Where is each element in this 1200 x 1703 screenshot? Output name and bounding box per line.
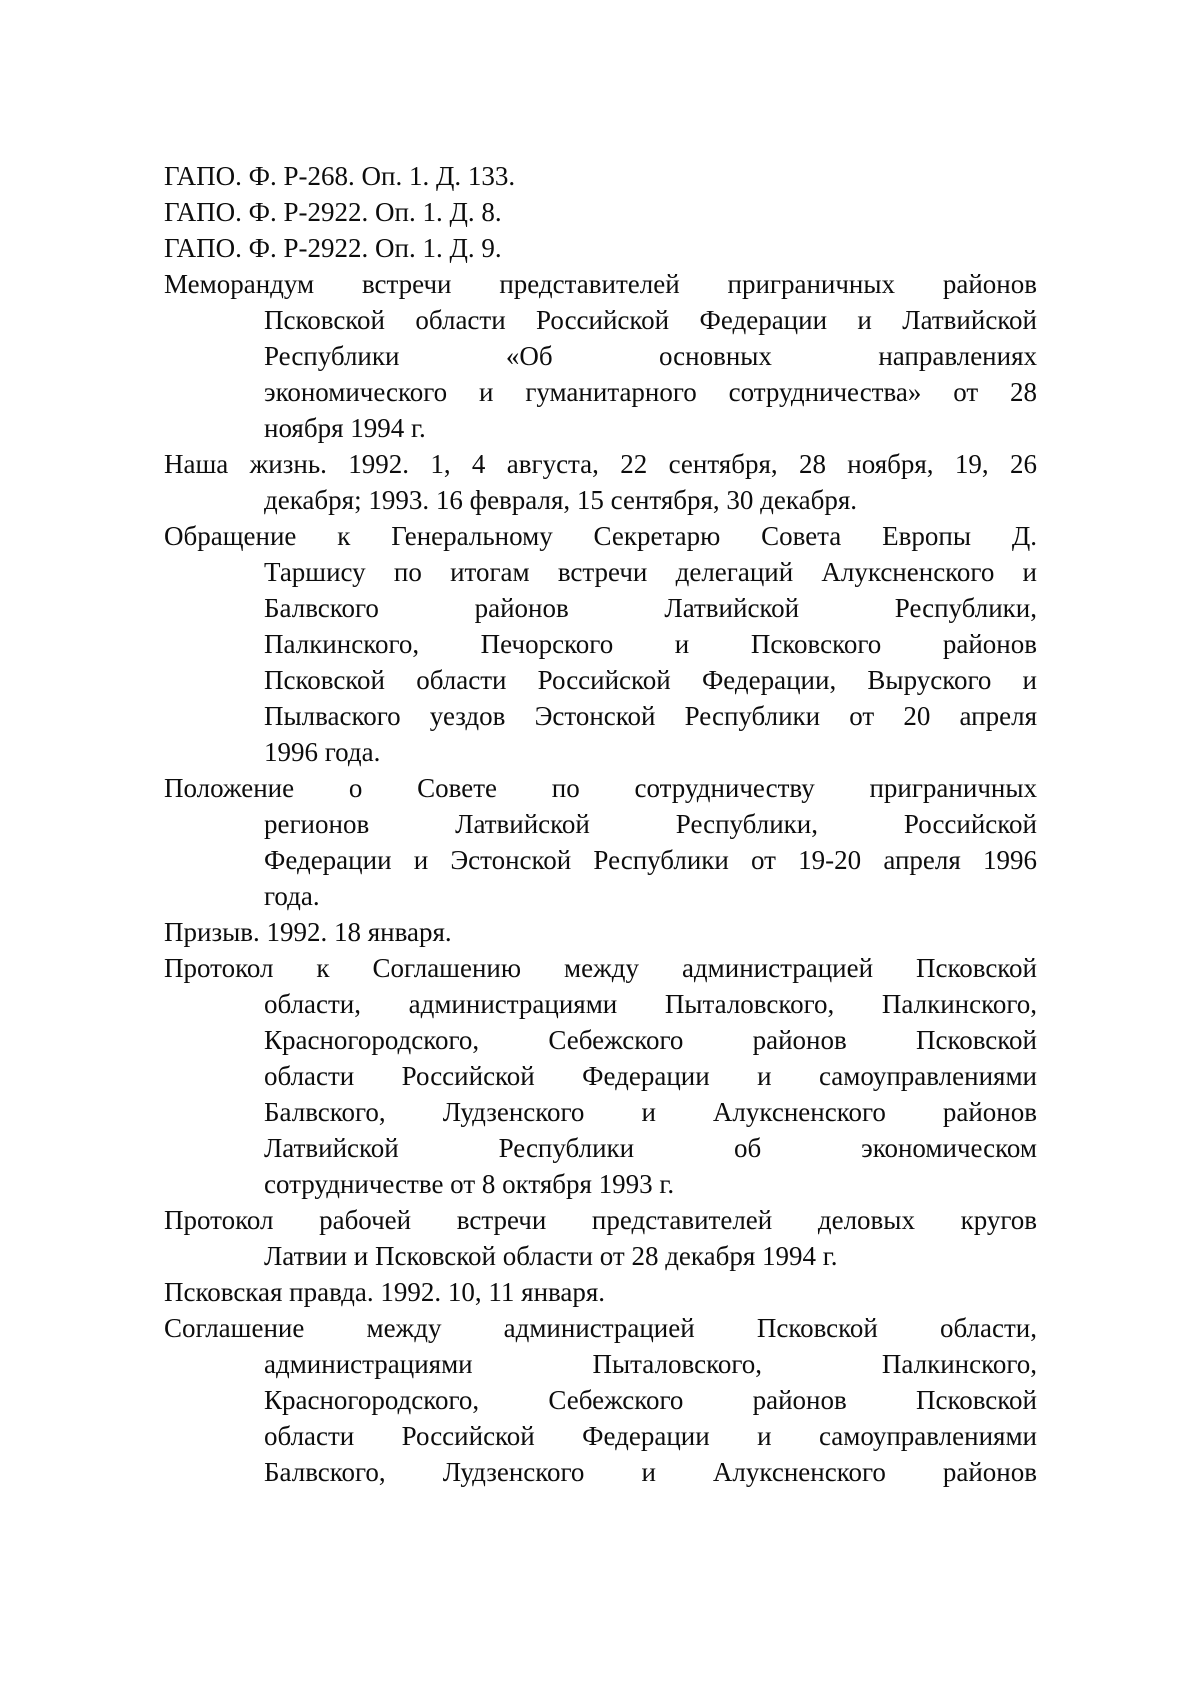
bibliography-line: администрациями Пыталовского, Палкинского, bbox=[264, 1349, 1037, 1379]
bibliography-entry bbox=[164, 1310, 1037, 1490]
bibliography-line: Псковской области Российской Федерации и Латвийской bbox=[264, 305, 1037, 335]
bibliography-line: Протокол к Соглашению между администрацией Псковской bbox=[164, 953, 1037, 983]
bibliography-line: Меморандум встречи представителей приграничных районов bbox=[164, 269, 1037, 299]
bibliography-line: Балвского, Лудзенского и Алуксненского районов bbox=[264, 1457, 1037, 1487]
bibliography-entry bbox=[164, 1202, 1037, 1274]
bibliography-line: Балвского, Лудзенского и Алуксненского районов bbox=[264, 1097, 1037, 1127]
bibliography-line: сотрудничестве от 8 октября 1993 г. bbox=[264, 1169, 675, 1199]
bibliography-line: области Российской Федерации и самоуправлениями bbox=[264, 1421, 1037, 1451]
bibliography-line: ноября 1994 г. bbox=[264, 413, 426, 443]
bibliography-line: ГАПО. Ф. Р-268. Оп. 1. Д. 133. bbox=[164, 161, 516, 191]
bibliography-entry bbox=[164, 446, 1037, 518]
bibliography-line: ГАПО. Ф. Р-2922. Оп. 1. Д. 9. bbox=[164, 233, 502, 263]
bibliography-line: Латвийской Республики об экономическом bbox=[264, 1133, 1037, 1163]
bibliography-line: года. bbox=[264, 881, 320, 911]
bibliography-list bbox=[164, 158, 1037, 1490]
bibliography-line: ГАПО. Ф. Р-2922. Оп. 1. Д. 8. bbox=[164, 197, 502, 227]
bibliography-line: Соглашение между администрацией Псковской области, bbox=[164, 1313, 1037, 1343]
bibliography-entry bbox=[164, 1274, 1037, 1310]
bibliography-line: Положение о Совете по сотрудничеству приграничных bbox=[164, 773, 1037, 803]
bibliography-entry bbox=[164, 194, 1037, 230]
bibliography-line: области, администрациями Пыталовского, Палкинского, bbox=[264, 989, 1037, 1019]
bibliography-line: экономического и гуманитарного сотрудничества» от 28 bbox=[264, 377, 1037, 407]
bibliography-line: области Российской Федерации и самоуправлениями bbox=[264, 1061, 1037, 1091]
bibliography-entry bbox=[164, 158, 1037, 194]
bibliography-line: Федерации и Эстонской Республики от 19-20 апреля 1996 bbox=[264, 845, 1037, 875]
bibliography-entry bbox=[164, 914, 1037, 950]
bibliography-line: Пылваского уездов Эстонской Республики от 20 апреля bbox=[264, 701, 1037, 731]
bibliography-line: Псковской области Российской Федерации, Выруского и bbox=[264, 665, 1037, 695]
bibliography-entry bbox=[164, 266, 1037, 446]
bibliography-line: 1996 года. bbox=[264, 737, 381, 767]
bibliography-entry bbox=[164, 518, 1037, 770]
bibliography-line: Балвского районов Латвийской Республики, bbox=[264, 593, 1037, 623]
bibliography-line: регионов Латвийской Республики, Российской bbox=[264, 809, 1037, 839]
bibliography-entry bbox=[164, 950, 1037, 1202]
bibliography-line: Таршису по итогам встречи делегаций Алуксненского и bbox=[264, 557, 1037, 587]
bibliography-line: Республики «Об основных направлениях bbox=[264, 341, 1037, 371]
bibliography-entry bbox=[164, 770, 1037, 914]
bibliography-line: Красногородского, Себежского районов Псковской bbox=[264, 1025, 1037, 1055]
bibliography-line: Призыв. 1992. 18 января. bbox=[164, 917, 452, 947]
bibliography-line: декабря; 1993. 16 февраля, 15 сентября, 30 декабря. bbox=[264, 485, 857, 515]
bibliography-line: Красногородского, Себежского районов Псковской bbox=[264, 1385, 1037, 1415]
bibliography-line: Протокол рабочей встречи представителей деловых кругов bbox=[164, 1205, 1037, 1235]
bibliography-line: Латвии и Псковской области от 28 декабря 1994 г. bbox=[264, 1241, 838, 1271]
bibliography-entry bbox=[164, 230, 1037, 266]
bibliography-line: Псковская правда. 1992. 10, 11 января. bbox=[164, 1277, 606, 1307]
bibliography-line: Палкинского, Печорского и Псковского районов bbox=[264, 629, 1037, 659]
bibliography-line: Наша жизнь. 1992. 1, 4 августа, 22 сентября, 28 ноября, 19, 26 bbox=[164, 449, 1037, 479]
bibliography-line: Обращение к Генеральному Секретарю Совета Европы Д. bbox=[164, 521, 1037, 551]
